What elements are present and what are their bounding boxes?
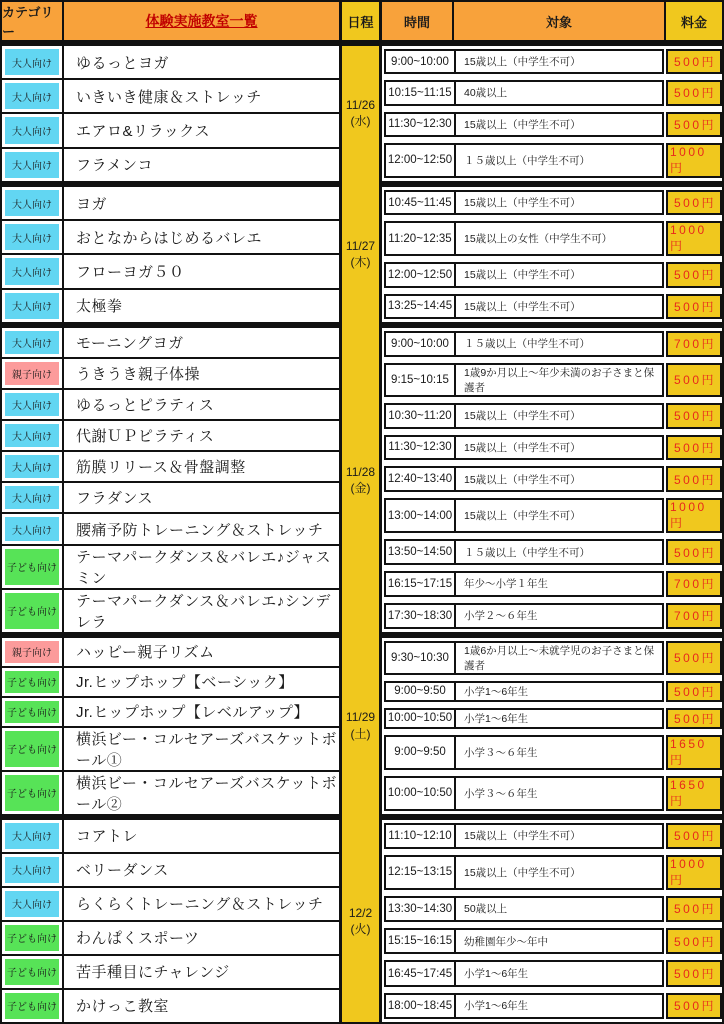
schedule-block (2, 46, 722, 181)
table-row-left (2, 359, 339, 390)
class-name: テーマパークダンス＆バレエ♪ジャスミン (76, 548, 331, 587)
table-row-right (382, 600, 722, 632)
time-target-box (384, 466, 664, 492)
table-row-left (2, 290, 339, 322)
time-cell: 16:15~17:15 (386, 573, 456, 595)
class-name: ヨガ (76, 195, 108, 213)
table-row-right (382, 638, 722, 678)
target-cell: 小学1～6年生 (464, 968, 529, 981)
table-row-left (2, 421, 339, 452)
class-name: 太極拳 (76, 298, 123, 316)
fee-cell: 500円 (666, 466, 722, 492)
fee-cell: 1000円 (666, 855, 722, 890)
date-weekday: (水) (350, 114, 371, 129)
date-cell (339, 638, 382, 814)
table-row-left (2, 255, 339, 289)
table-row-left (2, 514, 339, 545)
category-badge: 子ども向け (5, 593, 59, 629)
table-row-right (382, 187, 722, 218)
table-row-left (2, 820, 339, 854)
class-name: フラメンコ (76, 157, 154, 175)
time-cell: 10:00~10:50 (386, 778, 456, 809)
time-target-fee-column (382, 46, 722, 181)
table-row-left (2, 46, 339, 80)
table-row-left (2, 668, 339, 698)
time-target-box (384, 896, 664, 922)
class-name: うきうき親子体操 (76, 366, 201, 384)
time-target-fee-column (382, 328, 722, 632)
category-badge: 子ども向け (5, 993, 59, 1019)
date-label: 11/26 (345, 98, 376, 113)
time-target-box (384, 735, 664, 770)
table-row-left (2, 80, 339, 114)
fee-cell: 500円 (666, 363, 722, 397)
category-badge: 子ども向け (5, 925, 59, 951)
fee-cell: 500円 (666, 993, 722, 1019)
time-cell: 12:00~12:50 (386, 264, 456, 285)
table-row-right (382, 893, 722, 925)
category-badge: 子ども向け (5, 549, 59, 585)
table-row-left (2, 149, 339, 181)
class-name: いきいき健康＆ストレッチ (76, 88, 262, 106)
fee-cell: 700円 (666, 331, 722, 357)
category-cell (2, 114, 64, 146)
target-cell: 15歳以上（中学生不可） (464, 510, 581, 523)
category-cell (2, 421, 64, 450)
table-row-left (2, 922, 339, 956)
time-target-box (384, 855, 664, 890)
fee-cell: 500円 (666, 896, 722, 922)
time-cell: 13:50~14:50 (386, 541, 456, 563)
time-target-box (384, 641, 664, 675)
category-cell (2, 149, 64, 181)
date-cell (339, 328, 382, 632)
table-body (2, 46, 722, 1022)
fee-cell: 500円 (666, 823, 722, 849)
time-target-box (384, 403, 664, 429)
table-row-right (382, 705, 722, 732)
schedule-block (2, 820, 722, 1022)
fee-cell: 700円 (666, 571, 722, 597)
target-cell: 40歳以上 (464, 87, 508, 100)
time-cell: 10:00~10:50 (386, 710, 456, 727)
category-name-column (2, 46, 339, 181)
table-row-right (382, 925, 722, 957)
time-target-box (384, 928, 664, 954)
table-row-right (382, 852, 722, 893)
date-weekday: (木) (350, 255, 371, 270)
category-cell (2, 772, 64, 814)
time-target-box (384, 49, 664, 74)
table-row-right (382, 77, 722, 108)
target-cell: 15歳以上（中学生不可） (464, 866, 581, 879)
target-cell: 15歳以上（中学生不可） (464, 441, 581, 454)
table-row-right (382, 568, 722, 600)
category-name-column (2, 638, 339, 814)
time-cell: 13:25~14:45 (386, 296, 456, 317)
fee-cell: 1000円 (666, 498, 722, 533)
category-badge: 大人向け (5, 190, 59, 216)
class-name: テーマパークダンス＆バレエ♪シンデレラ (76, 592, 331, 631)
time-cell: 9:15~10:15 (386, 365, 456, 395)
time-target-fee-column (382, 638, 722, 814)
target-cell: １５歳以上（中学生不可） (464, 154, 590, 167)
category-cell (2, 698, 64, 726)
target-cell: １５歳以上（中学生不可） (464, 338, 590, 351)
category-cell (2, 888, 64, 920)
fee-cell: 500円 (666, 928, 722, 954)
time-target-box (384, 708, 664, 729)
time-target-box (384, 776, 664, 811)
class-name: Jr.ヒップホップ【ベーシック】 (76, 674, 294, 692)
target-cell: 15歳以上（中学生不可） (464, 410, 581, 423)
time-target-box (384, 143, 664, 178)
class-name: おとなからはじめるバレエ (76, 229, 263, 247)
time-cell: 11:30~12:30 (386, 437, 456, 459)
category-cell (2, 221, 64, 253)
category-badge: 大人向け (5, 891, 59, 917)
target-cell: 15歳以上（中学生不可） (464, 300, 581, 313)
table-row-right (382, 259, 722, 290)
table-row-left (2, 772, 339, 814)
category-badge: 大人向け (5, 224, 59, 250)
category-badge: 子ども向け (5, 671, 59, 693)
time-cell: 10:45~11:45 (386, 192, 456, 213)
table-row-right (382, 990, 722, 1022)
table-row-right (382, 678, 722, 705)
table-row-left (2, 452, 339, 483)
fee-cell: 500円 (666, 112, 722, 137)
fee-cell: 1650円 (666, 735, 722, 770)
table-row-right (382, 291, 722, 322)
category-badge: 親子向け (5, 362, 59, 385)
class-name: 腰痛予防トレーニング＆ストレッチ (76, 521, 324, 539)
table-row-left (2, 698, 339, 728)
category-cell (2, 390, 64, 419)
category-badge: 大人向け (5, 857, 59, 883)
fee-cell: 1650円 (666, 776, 722, 811)
target-cell: 小学1～6年生 (464, 685, 529, 698)
target-cell: 15歳以上の女性（中学生不可） (464, 233, 613, 246)
fee-cell: 1000円 (666, 143, 722, 178)
date-weekday: (火) (350, 921, 371, 936)
time-cell: 12:40~13:40 (386, 468, 456, 490)
date-label: 11/28 (345, 464, 376, 479)
category-cell (2, 483, 64, 512)
category-cell (2, 359, 64, 388)
date-cell (339, 46, 382, 181)
table-row-right (382, 495, 722, 536)
class-name: フローヨガ５０ (76, 264, 185, 282)
target-cell: 年少～小学１年生 (464, 578, 548, 591)
category-cell (2, 590, 64, 632)
time-cell: 11:20~12:35 (386, 223, 456, 254)
time-target-box (384, 294, 664, 319)
fee-cell: 500円 (666, 641, 722, 675)
table-row-right (382, 360, 722, 400)
category-badge: 子ども向け (5, 959, 59, 985)
time-target-box (384, 603, 664, 629)
time-target-fee-column (382, 187, 722, 322)
time-target-box (384, 539, 664, 565)
table-row-left (2, 221, 339, 255)
table-row-right (382, 820, 722, 852)
class-name: コアトレ (76, 828, 139, 846)
time-target-box (384, 498, 664, 533)
category-badge: 大人向け (5, 49, 59, 75)
time-target-box (384, 823, 664, 849)
category-cell (2, 255, 64, 287)
time-cell: 16:45~17:45 (386, 962, 456, 984)
fee-cell: 500円 (666, 960, 722, 986)
header-category: カテゴリー (2, 2, 64, 40)
class-name: らくらくトレーニング＆ストレッチ (76, 896, 324, 914)
fee-cell: 500円 (666, 262, 722, 287)
date-weekday: (金) (350, 480, 371, 495)
class-name: 横浜ビー・コルセアーズバスケットボール① (76, 730, 337, 769)
class-name: ベリーダンス (76, 862, 169, 880)
table-row-left (2, 854, 339, 888)
time-cell: 9:00~10:00 (386, 51, 456, 72)
category-cell (2, 990, 64, 1022)
fee-cell: 500円 (666, 49, 722, 74)
category-badge: 大人向け (5, 331, 59, 354)
time-cell: 11:30~12:30 (386, 114, 456, 135)
target-cell: 50歳以上 (464, 903, 508, 916)
header-title: 体験実施教室一覧 (64, 2, 339, 40)
table-row-left (2, 546, 339, 590)
time-cell: 12:00~12:50 (386, 145, 456, 176)
category-cell (2, 514, 64, 543)
table-row-left (2, 390, 339, 421)
category-badge: 大人向け (5, 424, 59, 447)
category-cell (2, 452, 64, 481)
class-name: ゆるっとピラティス (76, 397, 215, 415)
fee-cell: 500円 (666, 403, 722, 429)
date-label: 11/29 (345, 710, 376, 725)
class-name: ゆるっとヨガ (76, 54, 170, 72)
schedule-block (2, 638, 722, 814)
time-target-box (384, 221, 664, 256)
category-badge: 子ども向け (5, 731, 59, 767)
category-badge: 大人向け (5, 117, 59, 143)
category-cell (2, 638, 64, 666)
table-row-right (382, 432, 722, 464)
time-cell: 15:15~16:15 (386, 930, 456, 952)
table-row-left (2, 328, 339, 359)
category-cell (2, 187, 64, 219)
table-row-right (382, 400, 722, 432)
category-badge: 大人向け (5, 517, 59, 540)
time-target-box (384, 112, 664, 137)
target-cell: １５歳以上（中学生不可） (464, 546, 590, 559)
header-date: 日程 (339, 2, 382, 40)
category-badge: 大人向け (5, 486, 59, 509)
time-cell: 9:00~9:50 (386, 737, 456, 768)
category-badge: 大人向け (5, 258, 59, 284)
time-cell: 9:00~10:00 (386, 333, 456, 355)
category-cell (2, 922, 64, 954)
table-row-right (382, 732, 722, 773)
target-cell: 小学1～6年生 (464, 712, 529, 725)
time-cell: 9:30~10:30 (386, 643, 456, 673)
fee-cell: 500円 (666, 708, 722, 729)
category-cell (2, 546, 64, 588)
target-cell: 1歳6か月以上～未就学児のお子さまと保護者 (464, 644, 655, 672)
category-badge: 大人向け (5, 293, 59, 319)
time-target-box (384, 262, 664, 287)
class-name: フラダンス (76, 490, 154, 508)
table-row-left (2, 728, 339, 772)
time-cell: 13:30~14:30 (386, 898, 456, 920)
class-name: モーニングヨガ (76, 334, 184, 352)
table-row-left (2, 888, 339, 922)
table-row-left (2, 638, 339, 668)
table-row-right (382, 218, 722, 259)
fee-cell: 1000円 (666, 221, 722, 256)
target-cell: 15歳以上（中学生不可） (464, 269, 581, 282)
table-row-right (382, 46, 722, 77)
fee-cell: 500円 (666, 681, 722, 702)
class-name: わんぱくスポーツ (76, 930, 200, 948)
table-row-left (2, 956, 339, 990)
class-name: Jr.ヒップホップ【レベルアップ】 (76, 704, 309, 722)
table-row-left (2, 483, 339, 514)
target-cell: 15歳以上（中学生不可） (464, 830, 581, 843)
time-target-box (384, 331, 664, 357)
target-cell: 15歳以上（中学生不可） (464, 473, 581, 486)
category-badge: 親子向け (5, 641, 59, 663)
table-row-left (2, 590, 339, 632)
category-cell (2, 290, 64, 322)
class-name: ハッピー親子リズム (76, 644, 215, 662)
target-cell: 15歳以上（中学生不可） (464, 56, 581, 69)
table-row-right (382, 140, 722, 181)
target-cell: 小学３～６年生 (464, 746, 538, 759)
date-weekday: (土) (350, 726, 371, 741)
category-name-column (2, 187, 339, 322)
target-cell: 小学1～6年生 (464, 1000, 529, 1013)
target-cell: 幼稚園年少～年中 (464, 935, 548, 948)
target-cell: 小学２～６年生 (464, 610, 538, 623)
fee-cell: 500円 (666, 80, 722, 105)
class-name: 横浜ビー・コルセアーズバスケットボール② (76, 774, 337, 813)
time-cell: 10:15~11:15 (386, 82, 456, 103)
category-cell (2, 854, 64, 886)
fee-cell: 500円 (666, 294, 722, 319)
fee-cell: 500円 (666, 539, 722, 565)
time-target-box (384, 80, 664, 105)
time-target-box (384, 435, 664, 461)
time-cell: 17:30~18:30 (386, 605, 456, 627)
time-target-fee-column (382, 820, 722, 1022)
time-target-box (384, 681, 664, 702)
class-name: 苦手種目にチャレンジ (76, 964, 230, 982)
class-name: かけっこ教室 (76, 998, 170, 1016)
category-badge: 大人向け (5, 152, 59, 178)
target-cell: 小学３～６年生 (464, 787, 538, 800)
fee-cell: 500円 (666, 435, 722, 461)
table-row-left (2, 114, 339, 148)
category-cell (2, 668, 64, 696)
category-badge: 大人向け (5, 83, 59, 109)
time-target-box (384, 363, 664, 397)
time-target-box (384, 993, 664, 1019)
table-row-right (382, 536, 722, 568)
category-name-column (2, 820, 339, 1022)
fee-cell: 500円 (666, 190, 722, 215)
target-cell: 15歳以上（中学生不可） (464, 197, 581, 210)
category-badge: 大人向け (5, 823, 59, 849)
category-cell (2, 956, 64, 988)
category-cell (2, 328, 64, 357)
table-row-right (382, 109, 722, 140)
time-cell: 9:00~9:50 (386, 683, 456, 700)
category-cell (2, 728, 64, 770)
schedule-block (2, 187, 722, 322)
target-cell: 15歳以上（中学生不可） (464, 118, 581, 131)
category-name-column (2, 328, 339, 632)
category-badge: 大人向け (5, 393, 59, 416)
table-row-right (382, 957, 722, 989)
category-badge: 大人向け (5, 455, 59, 478)
date-label: 12/2 (348, 905, 373, 920)
date-cell (339, 187, 382, 322)
time-cell: 12:15~13:15 (386, 857, 456, 888)
time-target-box (384, 571, 664, 597)
fee-cell: 700円 (666, 603, 722, 629)
category-badge: 子ども向け (5, 701, 59, 723)
category-cell (2, 820, 64, 852)
table-row-right (382, 328, 722, 360)
date-cell (339, 820, 382, 1022)
category-cell (2, 46, 64, 78)
table-row-left (2, 187, 339, 221)
class-name: 筋膜リリース＆骨盤調整 (76, 459, 246, 477)
date-label: 11/27 (345, 239, 376, 254)
time-target-box (384, 190, 664, 215)
time-cell: 18:00~18:45 (386, 995, 456, 1017)
header-target: 対象 (454, 2, 666, 40)
table-row-right (382, 463, 722, 495)
table-row-left (2, 990, 339, 1022)
class-name: エアロ&リラックス (76, 123, 211, 141)
table-row-right (382, 773, 722, 814)
header-row (2, 2, 722, 40)
category-cell (2, 80, 64, 112)
header-time: 時間 (382, 2, 454, 40)
header-fee: 料金 (666, 2, 722, 40)
time-cell: 11:10~12:10 (386, 825, 456, 847)
time-cell: 10:30~11:20 (386, 405, 456, 427)
time-cell: 13:00~14:00 (386, 500, 456, 531)
time-target-box (384, 960, 664, 986)
target-cell: 1歳9か月以上～年少未満のお子さまと保護者 (464, 366, 655, 394)
schedule-block (2, 328, 722, 632)
category-badge: 子ども向け (5, 775, 59, 811)
class-name: 代謝ＵＰピラティス (76, 428, 215, 446)
